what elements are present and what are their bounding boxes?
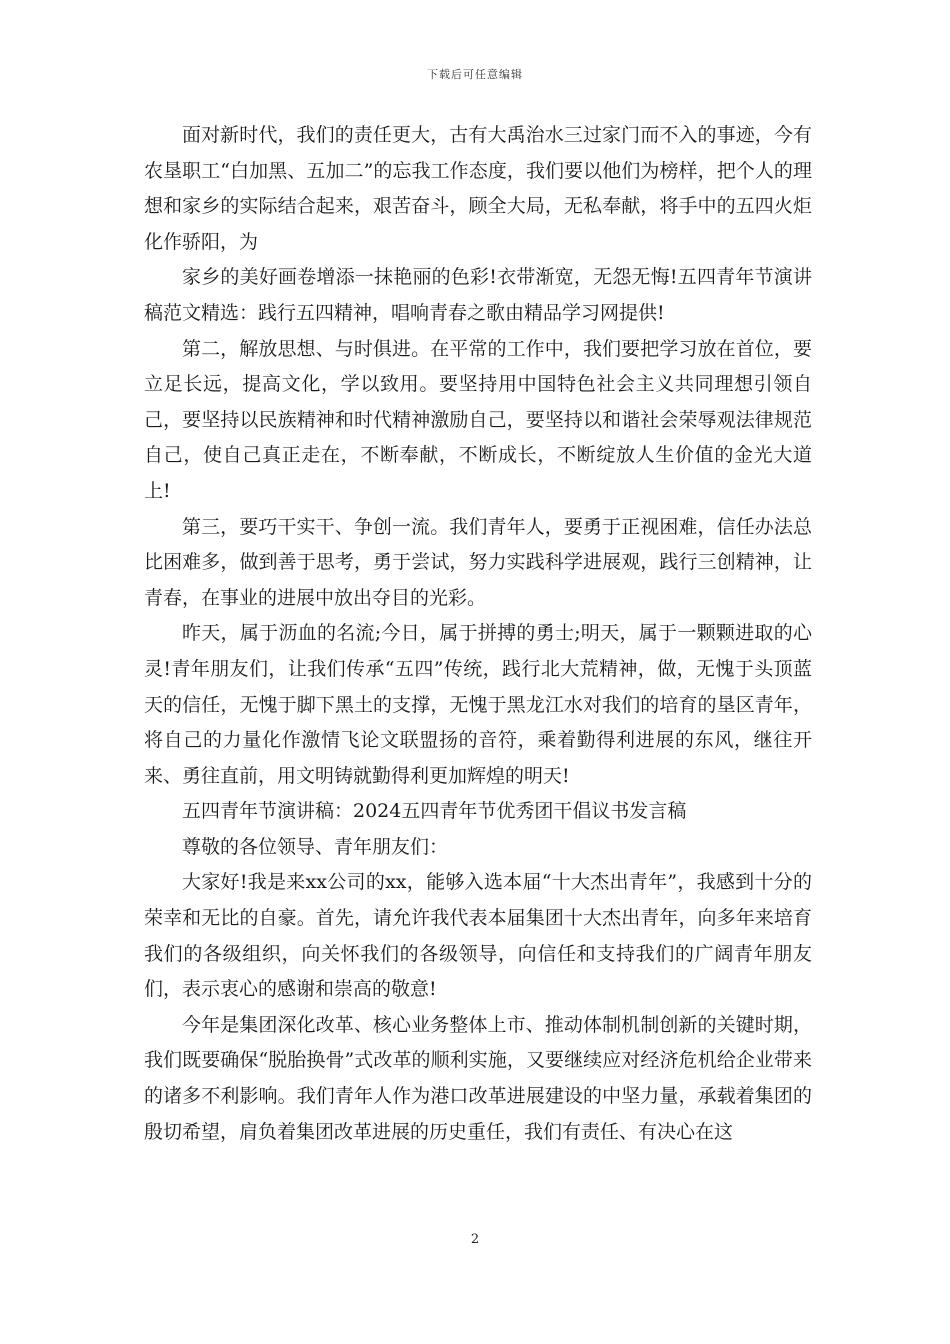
document-body xyxy=(144,118,812,1150)
page-number: 2 xyxy=(470,1232,480,1247)
paragraph-6: 大家好!我是来xx公司的xx，能够入选本届“十大杰出青年”，我感到十分的荣幸和无比的自豪。首先，请允许我代表本届集团十大杰出青年，向多年来培育我们的各级组织，向关怀我们的各级领导，向信任和支持我们的广阔青年朋友们，表示衷心的感谢和崇高的敬意! xyxy=(144,871,812,1001)
paragraph-2: 家乡的美好画卷增添一抹艳丽的色彩!衣带渐宽，无怨无悔!五四青年节演讲稿范文精选：践行五四精神，唱响青春之歌由精品学习网提供! xyxy=(144,266,812,324)
paragraph-7: 今年是集团深化改革、核心业务整体上市、推动体制机制创新的关键时期，我们既要确保“脱胎换骨”式改革的顺利实施，又要继续应对经济危机给企业带来的诸多不利影响。我们青年人作为港口改革进展建设的中坚力量，承载着集团的殷切希望，肩负着集团改革进展的历史重任，我们有责任、有决心在这 xyxy=(144,1013,812,1143)
page-header: 下载后可任意编辑 xyxy=(427,68,523,81)
paragraph-3: 第二，解放思想、与时俱进。在平常的工作中，我们要把学习放在首位，要立足长远，提高文化，学以致用。要坚持用中国特色社会主义共同理想引领自己，要坚持以民族精神和时代精神激励自己，要坚持以和谐社会荣辱观法律规范自己，使自己真正走在，不断奉献，不断成长，不断绽放人生价值的金光大道上! xyxy=(144,337,812,502)
paragraph-1: 面对新时代，我们的责任更大，古有大禹治水三过家门而不入的事迹，今有农垦职工“白加黑、五加二”的忘我工作态度，我们要以他们为榜样，把个人的理想和家乡的实际结合起来，艰苦奋斗，顾全大局，无私奉献，将手中的五四火炬化作骄阳，为 xyxy=(144,124,812,253)
section-title: 五四青年节演讲稿：2024五四青年节优秀团干倡议书发言稿 xyxy=(182,800,687,823)
paragraph-4: 第三，要巧干实干、争创一流。我们青年人，要勇于正视困难，信任办法总比困难多，做到善于思考，勇于尝试，努力实践科学进展观，践行三创精神，让青春，在事业的进展中放出夺目的光彩。 xyxy=(144,515,812,609)
paragraph-5: 昨天，属于沥血的名流;今日，属于拼搏的勇士;明天，属于一颗颗进取的心灵!青年朋友们，让我们传承“五四”传统，践行北大荒精神，做，无愧于头顶蓝天的信任，无愧于脚下黑土的支撑，无愧于黑龙江水对我们的培育的垦区青年，将自己的力量化作激情飞论文联盟扬的音符，乘着勤得利进展的东风，继往开来、勇往直前，用文明铸就勤得利更加辉煌的明天! xyxy=(144,622,812,787)
salutation: 尊敬的各位领导、青年朋友们： xyxy=(182,835,449,858)
